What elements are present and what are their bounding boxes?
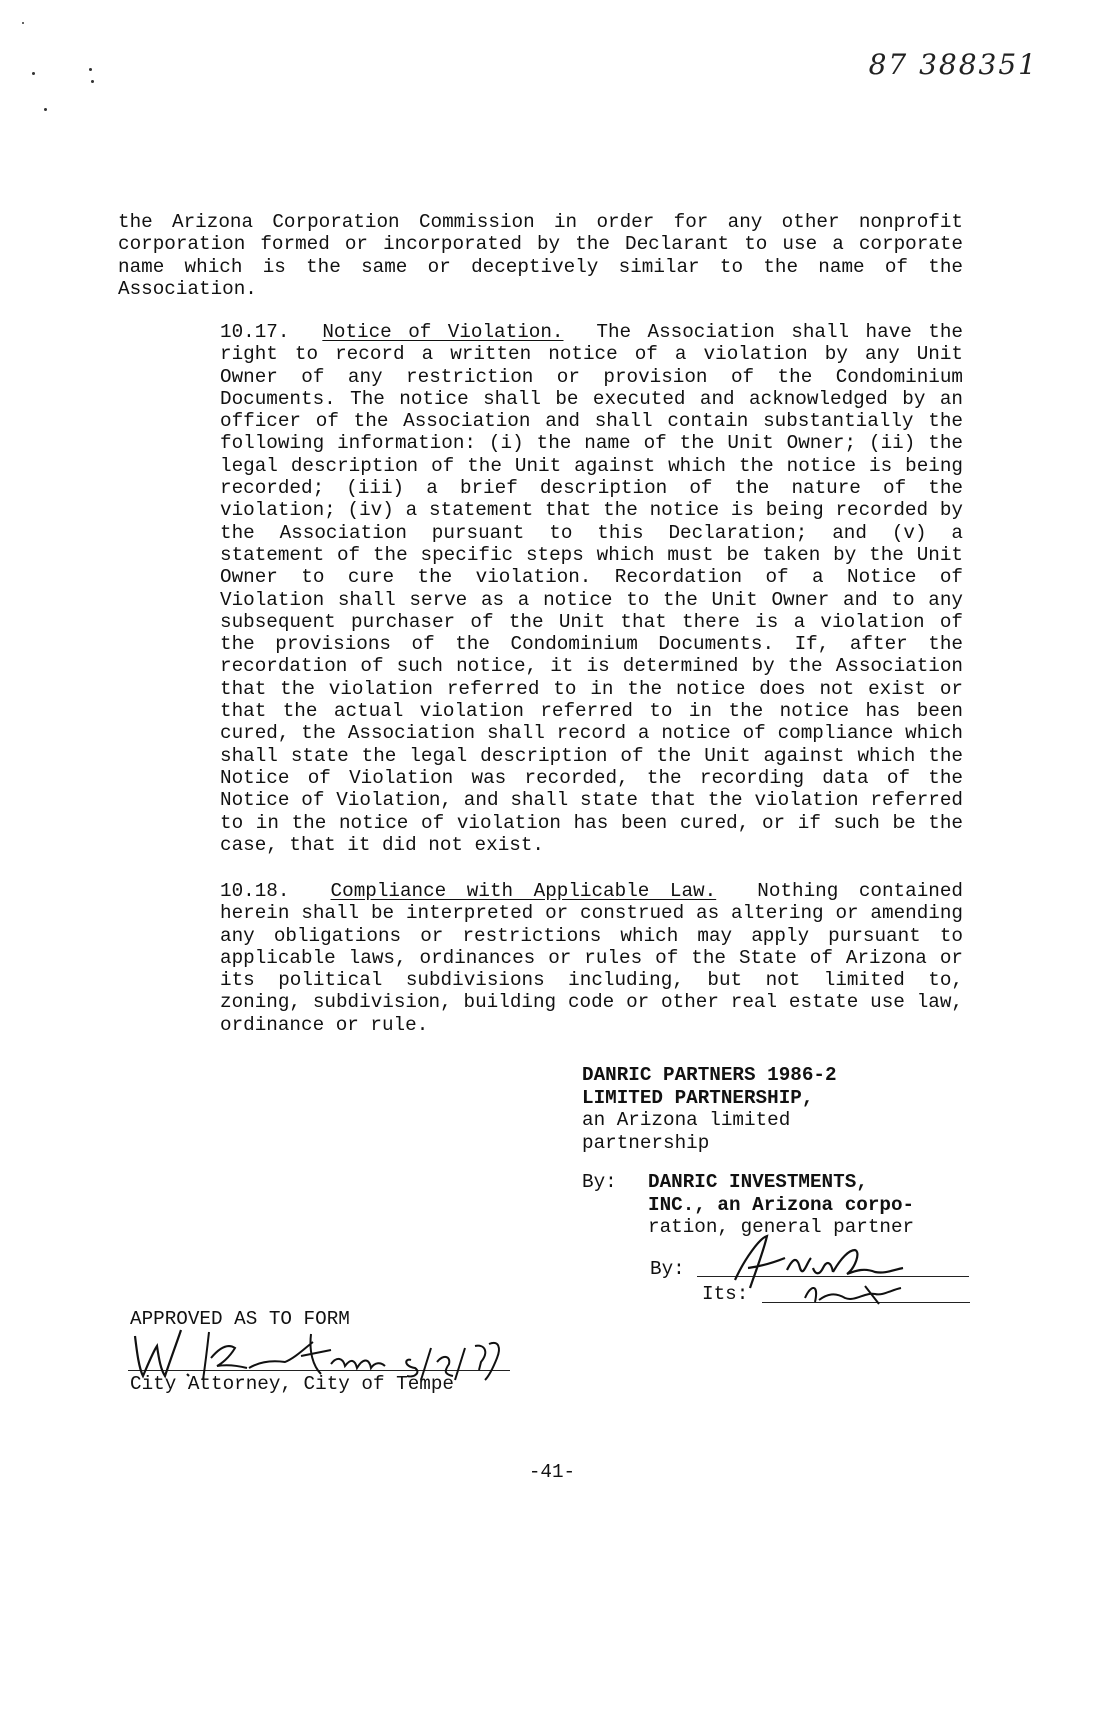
section-number: 10.18. <box>220 880 290 902</box>
document-number: 87 388351 <box>868 48 1038 81</box>
city-attorney-signature <box>125 1318 565 1393</box>
section-10-17 <box>118 321 963 856</box>
by-label: By: <box>582 1171 617 1193</box>
partner-desc: INC., an Arizona corpo- <box>648 1193 915 1216</box>
its-label: Its: <box>702 1283 749 1305</box>
section-heading: Notice of Violation. <box>322 321 564 343</box>
paragraph-text: the Arizona Corporation Commission in order for any other nonprofit corporation formed or incorporated by the Declarant to use a corporate name which is the same or deceptively similar to the name of the Association. <box>118 211 963 300</box>
section-number: 10.17. <box>220 321 290 343</box>
section-text: Nothing contained herein shall be interpreted or construed as altering or amending any obligations or restrictions which may apply pursuant to applicable laws, ordinances or rules of the State of Arizona or its political subdivisions including, but not limited to, zoning, subdivision, building code or other real estate use law, ordinance or rule. <box>220 880 963 1036</box>
partner-desc-cont: ration, general partner <box>648 1216 915 1238</box>
section-10-18 <box>118 880 963 1036</box>
by-signature-label: By: <box>650 1258 685 1280</box>
party-block <box>582 1064 1002 1154</box>
entity-name: DANRIC PARTNERS 1986-2 <box>582 1064 837 1086</box>
section-text: The Association shall have the right to record a written notice of a violation by any Unit Owner of any restriction or provision of the Condominium Documents. The notice shall be executed and acknowledged by an officer of the Association and shall contain substantially the following information: (i) the name of the Unit Owner; (ii) the legal description of the Unit against which the notice is being recorded; (iii) a brief description of the nature of the violation; (iv) a statement that the notice is being recorded by the Association pursuant to this Declaration; and (v) a statement of the specific steps which must be taken by the Unit Owner to cure the violation. Recordation of a Notice of Violation shall serve as a notice to the Unit Owner and to any subsequent purchaser of the Unit that there is a violation of the provisions of the Condominium Documents. If, after the recordation of such notice, it is determined by the Association that the violation referred to in the notice does not exist or that the actual violation referred to in the notice has been cured, the Association shall record a notice of compliance which shall state the legal description of the Unit against which the Notice of Violation was recorded, the recording data of the Notice of Violation, and shall state that the violation referred to in the notice of violation has been cured, or if such be the case, that it did not exist. <box>220 321 963 856</box>
entity-description-cont: partnership <box>582 1131 710 1154</box>
city-attorney-label: City Attorney, City of Tempe <box>130 1373 454 1395</box>
paragraph-continuation <box>118 211 963 300</box>
entity-type: LIMITED PARTNERSHIP, <box>582 1086 814 1109</box>
section-heading: Compliance with Applicable Law. <box>330 880 717 902</box>
partner-name: DANRIC INVESTMENTS, <box>648 1171 868 1193</box>
approved-as-to-form-label: APPROVED AS TO FORM <box>130 1308 350 1330</box>
page-number: -41- <box>528 1461 576 1483</box>
president-signature <box>715 1228 955 1318</box>
entity-description: an Arizona limited <box>582 1109 791 1131</box>
